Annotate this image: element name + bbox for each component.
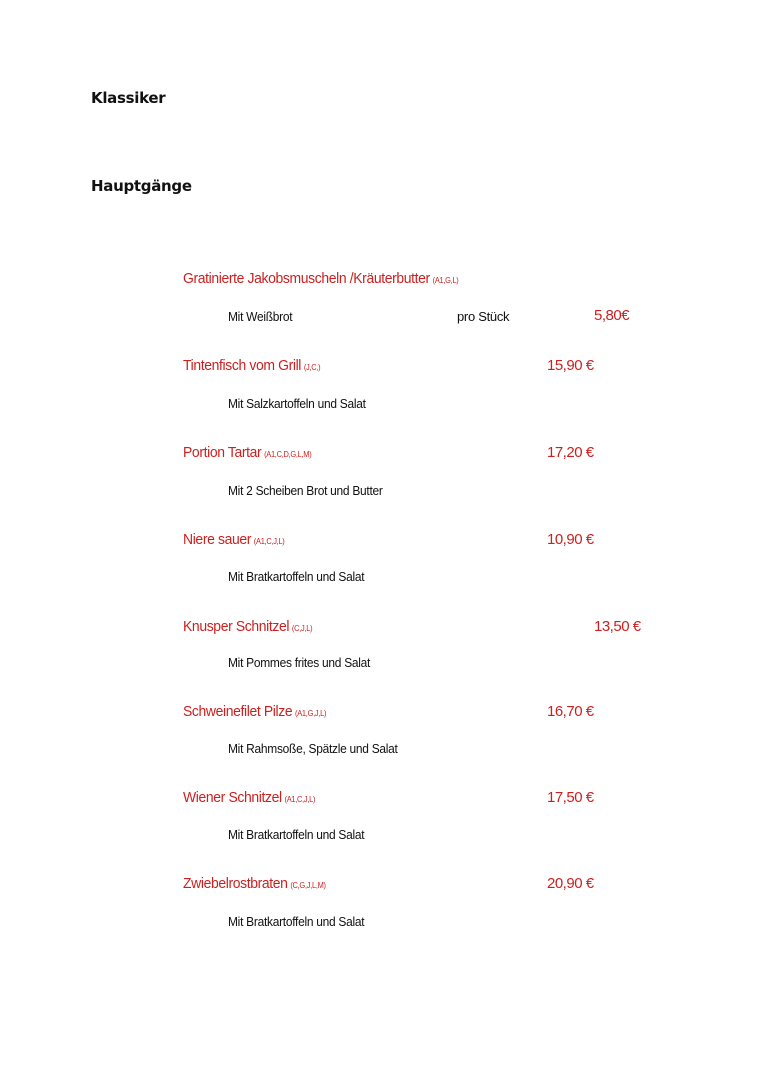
dish-description: Mit 2 Scheiben Brot und Butter	[228, 483, 383, 498]
dish-title: Tintenfisch vom Grill	[183, 357, 302, 374]
dish-price: 17,50 €	[547, 789, 594, 806]
allergen-codes: (A1,C,J,L)	[284, 795, 316, 804]
allergen-codes: (A1,G,L)	[432, 276, 459, 285]
dish-title: Gratinierte Jakobsmuscheln /Kräuterbutter	[183, 270, 430, 287]
allergen-codes: (A1,C,J,L)	[253, 537, 285, 546]
dish-name	[183, 789, 315, 806]
dish-title: Wiener Schnitzel	[183, 789, 282, 806]
dish-description: Mit Rahmsoße, Spätzle und Salat	[228, 741, 398, 756]
dish-price: 16,70 €	[547, 703, 594, 720]
dish-title: Schweinefilet Pilze	[183, 703, 293, 720]
page-title: Klassiker	[91, 89, 166, 107]
dish-name	[183, 444, 311, 461]
dish-name	[183, 357, 320, 374]
dish-title: Zwiebelrostbraten	[183, 875, 288, 892]
allergen-codes: (A1,C,D,G,L,M)	[264, 450, 312, 459]
price-unit: pro Stück	[457, 309, 510, 324]
dish-price: 17,20 €	[547, 444, 594, 461]
dish-description: Mit Bratkartoffeln und Salat	[228, 914, 365, 929]
dish-description: Mit Bratkartoffeln und Salat	[228, 569, 365, 584]
dish-description: Mit Salzkartoffeln und Salat	[228, 396, 366, 411]
dish-description: Mit Weißbrot	[228, 309, 293, 324]
dish-title: Portion Tartar	[183, 444, 262, 461]
dish-price: 5,80€	[594, 307, 630, 324]
dish-name	[183, 618, 312, 635]
dish-price: 15,90 €	[547, 357, 594, 374]
dish-name	[183, 875, 326, 892]
dish-name	[183, 270, 459, 287]
allergen-codes: (C,J,L)	[291, 624, 313, 633]
dish-title: Niere sauer	[183, 531, 252, 548]
dish-price: 20,90 €	[547, 875, 594, 892]
dish-price: 10,90 €	[547, 531, 594, 548]
dish-name	[183, 703, 326, 720]
dish-price: 13,50 €	[594, 618, 641, 635]
allergen-codes: (A1,G,J,L)	[295, 709, 327, 718]
dish-name	[183, 531, 285, 548]
dish-description: Mit Pommes frites und Salat	[228, 655, 371, 670]
allergen-codes: (C,G,J,L,M)	[290, 881, 326, 890]
allergen-codes: (J,C,)	[303, 363, 321, 372]
dish-title: Knusper Schnitzel	[183, 618, 290, 635]
dish-description: Mit Bratkartoffeln und Salat	[228, 827, 365, 842]
section-heading: Hauptgänge	[91, 177, 192, 195]
